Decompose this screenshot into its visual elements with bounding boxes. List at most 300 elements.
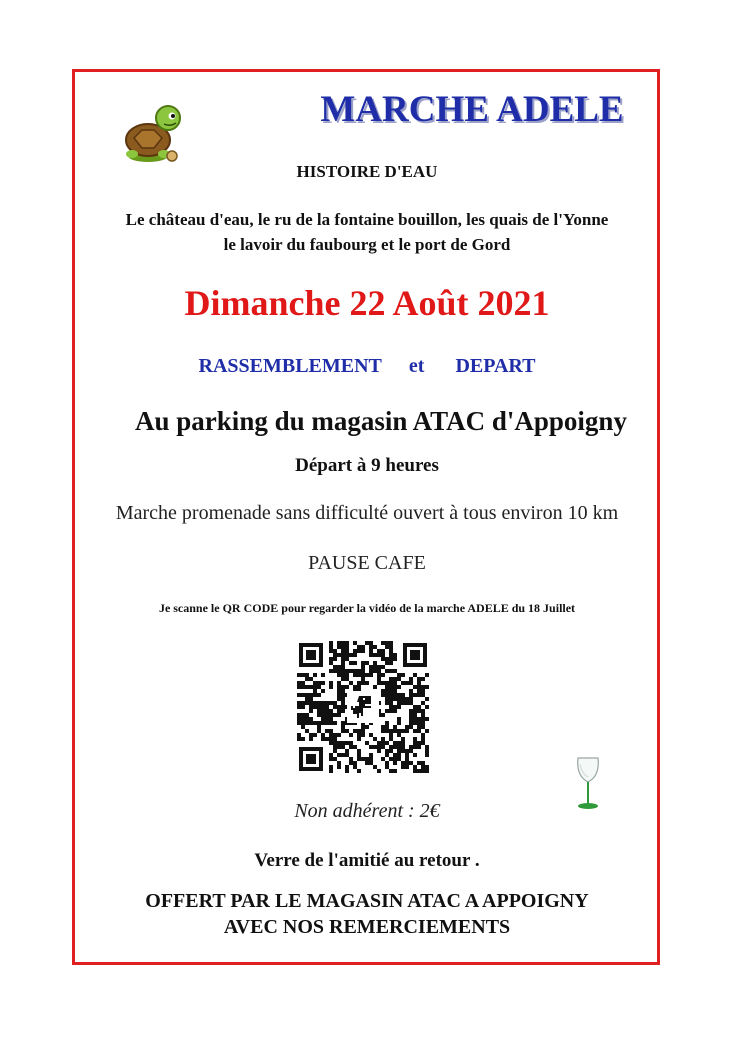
qr-module (385, 681, 389, 685)
qr-module (409, 721, 413, 725)
qr-module (329, 737, 333, 741)
qr-module (393, 725, 397, 729)
qr-module (405, 729, 409, 733)
description-line-1: Le château d'eau, le ru de la fontaine bouillon, les quais de l'Yonne (125, 210, 609, 229)
qr-module (413, 721, 417, 725)
qr-module (301, 693, 305, 697)
qr-module (405, 753, 409, 757)
qr-module (301, 717, 305, 721)
qr-module (377, 749, 381, 753)
qr-module (345, 649, 349, 653)
qr-module (393, 693, 397, 697)
qr-module (317, 725, 321, 729)
qr-module (321, 673, 325, 677)
qr-module (417, 769, 421, 773)
qr-module (325, 709, 329, 713)
qr-module (345, 653, 349, 657)
qr-module (385, 641, 389, 645)
qr-module (409, 725, 413, 729)
qr-module (365, 757, 369, 761)
qr-module (421, 737, 425, 741)
qr-module (405, 749, 409, 753)
qr-module (329, 729, 333, 733)
qr-module (345, 673, 349, 677)
qr-module (393, 653, 397, 657)
qr-module (309, 733, 313, 737)
qr-module (389, 733, 393, 737)
qr-module (341, 693, 345, 697)
qr-module (313, 689, 317, 693)
qr-module (337, 733, 341, 737)
qr-module (409, 709, 413, 713)
qr-module (389, 709, 393, 713)
qr-module (309, 737, 313, 741)
thanks-block (0, 888, 734, 940)
qr-module (413, 769, 417, 773)
qr-module (373, 765, 377, 769)
qr-module (417, 677, 421, 681)
qr-module (381, 681, 385, 685)
qr-module (421, 701, 425, 705)
qr-module (345, 753, 349, 757)
qr-module (357, 681, 361, 685)
qr-module (385, 645, 389, 649)
qr-module (325, 701, 329, 705)
rally-heading (0, 355, 734, 378)
qr-module (329, 753, 333, 757)
qr-module (369, 653, 373, 657)
qr-module (413, 741, 417, 745)
qr-module (377, 653, 381, 657)
qr-module (349, 741, 353, 745)
qr-module (341, 645, 345, 649)
qr-module (353, 745, 357, 749)
qr-module (381, 689, 385, 693)
qr-module (401, 737, 405, 741)
qr-module (377, 741, 381, 745)
qr-module (381, 729, 385, 733)
qr-module (341, 689, 345, 693)
qr-module (401, 693, 405, 697)
qr-module (329, 641, 333, 645)
qr-module (337, 753, 341, 757)
qr-module (413, 717, 417, 721)
qr-module (301, 685, 305, 689)
qr-module (325, 717, 329, 721)
qr-module (305, 673, 309, 677)
qr-module (397, 749, 401, 753)
qr-module (385, 721, 389, 725)
qr-module (333, 745, 337, 749)
qr-module (329, 721, 333, 725)
qr-module (409, 717, 413, 721)
qr-module (421, 717, 425, 721)
qr-module (329, 645, 333, 649)
qr-module (317, 721, 321, 725)
qr-module (373, 645, 377, 649)
qr-module (389, 669, 393, 673)
qr-module (393, 677, 397, 681)
qr-module (389, 645, 393, 649)
qr-module (389, 681, 393, 685)
qr-module (357, 649, 361, 653)
qr-module (369, 761, 373, 765)
event-date: Dimanche 22 Août 2021 (184, 283, 550, 323)
qr-module (321, 681, 325, 685)
qr-module (361, 681, 365, 685)
qr-module (409, 681, 413, 685)
qr-module (397, 673, 401, 677)
qr-module (313, 733, 317, 737)
qr-module (361, 729, 365, 733)
qr-module (389, 693, 393, 697)
qr-module (385, 669, 389, 673)
qr-module (369, 645, 373, 649)
qr-module (369, 733, 373, 737)
qr-module (381, 725, 385, 729)
qr-module (301, 725, 305, 729)
qr-module (337, 681, 341, 685)
qr-module (341, 697, 345, 701)
qr-module (381, 693, 385, 697)
qr-module (397, 757, 401, 761)
qr-module (345, 741, 349, 745)
qr-module (317, 701, 321, 705)
qr-module (365, 761, 369, 765)
qr-module (357, 685, 361, 689)
qr-module (369, 665, 373, 669)
qr-module (417, 689, 421, 693)
qr-module (329, 757, 333, 761)
qr-module (381, 657, 385, 661)
qr-module (305, 693, 309, 697)
qr-module (389, 745, 393, 749)
qr-module (397, 729, 401, 733)
qr-module (393, 745, 397, 749)
qr-module (417, 681, 421, 685)
qr-module (321, 709, 325, 713)
qr-module (329, 669, 333, 673)
qr-module (337, 713, 341, 717)
qr-module (373, 685, 377, 689)
qr-module (333, 669, 337, 673)
qr-module (413, 705, 417, 709)
qr-module (333, 657, 337, 661)
qr-module (329, 769, 333, 773)
thanks-line-1: OFFERT PAR LE MAGASIN ATAC A APPOIGNY (145, 890, 589, 912)
qr-module (381, 713, 385, 717)
qr-module (425, 717, 429, 721)
qr-module (413, 709, 417, 713)
qr-module (345, 641, 349, 645)
pause-label: PAUSE CAFE (308, 552, 426, 574)
qr-module (297, 701, 301, 705)
qr-module (333, 713, 337, 717)
qr-module (421, 677, 425, 681)
qr-module (321, 705, 325, 709)
qr-module (365, 741, 369, 745)
qr-module (389, 689, 393, 693)
qr-module (297, 681, 301, 685)
rally-word-1: RASSEMBLEMENT (198, 355, 382, 377)
qr-module (341, 725, 345, 729)
qr-module (373, 745, 377, 749)
qr-module (313, 721, 317, 725)
qr-module (301, 673, 305, 677)
qr-module (397, 685, 401, 689)
qr-module (317, 713, 321, 717)
qr-module (341, 685, 345, 689)
qr-module (361, 757, 365, 761)
qr-module (393, 741, 397, 745)
qr-module (353, 729, 357, 733)
qr-module (409, 689, 413, 693)
qr-module (309, 717, 313, 721)
qr-module (361, 677, 365, 681)
qr-module (353, 673, 357, 677)
qr-module (417, 693, 421, 697)
qr-module (297, 721, 301, 725)
qr-module (337, 705, 341, 709)
qr-module (421, 693, 425, 697)
qr-module (401, 761, 405, 765)
qr-module (329, 657, 333, 661)
qr-module (401, 765, 405, 769)
walk-info: Marche promenade sans difficulté ouvert à tous environ 10 km (115, 502, 619, 524)
qr-module (393, 761, 397, 765)
qr-module (321, 689, 325, 693)
qr-module (393, 689, 397, 693)
qr-module (361, 661, 365, 665)
qr-module (349, 761, 353, 765)
qr-module (397, 717, 401, 721)
qr-module (321, 737, 325, 741)
qr-module (313, 701, 317, 705)
qr-module (341, 669, 345, 673)
qr-module (333, 653, 337, 657)
qr-module (301, 705, 305, 709)
qr-module (425, 769, 429, 773)
qr-module (333, 737, 337, 741)
qr-module (413, 685, 417, 689)
qr-module (381, 649, 385, 653)
qr-module (333, 757, 337, 761)
qr-module (389, 749, 393, 753)
qr-module (385, 729, 389, 733)
qr-module (361, 733, 365, 737)
qr-module (409, 701, 413, 705)
qr-module (309, 705, 313, 709)
qr-module (425, 753, 429, 757)
qr-module (385, 725, 389, 729)
qr-module (317, 693, 321, 697)
qr-module (389, 661, 393, 665)
qr-module (425, 765, 429, 769)
qr-module (421, 761, 425, 765)
qr-module (349, 745, 353, 749)
qr-module (345, 669, 349, 673)
qr-module (297, 713, 301, 717)
qr-module (425, 729, 429, 733)
qr-module (377, 649, 381, 653)
qr-module (413, 693, 417, 697)
qr-module (421, 765, 425, 769)
qr-module (409, 677, 413, 681)
qr-module (349, 733, 353, 737)
qr-module (329, 685, 333, 689)
qr-module (337, 673, 341, 677)
fee-text: Non adhérent : 2€ (294, 800, 440, 822)
qr-module (373, 665, 377, 669)
qr-module (357, 769, 361, 773)
qr-module (329, 717, 333, 721)
qr-module (373, 669, 377, 673)
qr-module (337, 693, 341, 697)
qr-module (425, 705, 429, 709)
qr-module (397, 753, 401, 757)
qr-module (345, 657, 349, 661)
departure-time: Départ à 9 heures (295, 455, 439, 476)
qr-module (325, 705, 329, 709)
qr-module (329, 713, 333, 717)
qr-module (329, 681, 333, 685)
qr-module (301, 721, 305, 725)
qr-module (393, 669, 397, 673)
qr-module (333, 649, 337, 653)
qr-module (389, 757, 393, 761)
qr-module (345, 749, 349, 753)
qr-module (413, 729, 417, 733)
qr-module (317, 729, 321, 733)
qr-module (301, 713, 305, 717)
qr-module (405, 697, 409, 701)
qr-finder-top-left (299, 643, 323, 667)
qr-module (421, 721, 425, 725)
qr-module (417, 725, 421, 729)
qr-module (297, 673, 301, 677)
qr-module (381, 641, 385, 645)
qr-module (333, 741, 337, 745)
qr-module (413, 673, 417, 677)
qr-module (341, 721, 345, 725)
qr-module (401, 729, 405, 733)
qr-module (361, 645, 365, 649)
qr-module (397, 745, 401, 749)
qr-module (405, 765, 409, 769)
qr-module (365, 661, 369, 665)
qr-module (309, 709, 313, 713)
qr-module (357, 733, 361, 737)
qr-module (389, 737, 393, 741)
qr-module (369, 641, 373, 645)
qr-module (337, 741, 341, 745)
qr-module (297, 733, 301, 737)
qr-module (385, 661, 389, 665)
qr-module (393, 729, 397, 733)
qr-module (325, 713, 329, 717)
qr-module (405, 725, 409, 729)
qr-module (377, 665, 381, 669)
qr-code[interactable] (297, 641, 429, 773)
qr-module (313, 693, 317, 697)
rally-word-2: et (408, 355, 425, 377)
qr-module (353, 761, 357, 765)
qr-module (417, 741, 421, 745)
qr-module (373, 737, 377, 741)
qr-module (421, 769, 425, 773)
qr-module (329, 709, 333, 713)
qr-module (409, 713, 413, 717)
qr-module (401, 697, 405, 701)
qr-module (313, 705, 317, 709)
qr-module (313, 685, 317, 689)
qr-module (345, 645, 349, 649)
qr-module (349, 653, 353, 657)
qr-module (353, 661, 357, 665)
qr-module (357, 729, 361, 733)
qr-module (341, 745, 345, 749)
qr-module (301, 681, 305, 685)
qr-module (409, 749, 413, 753)
qr-module (393, 681, 397, 685)
qr-module (393, 685, 397, 689)
qr-module (397, 721, 401, 725)
qr-module (409, 697, 413, 701)
qr-module (301, 701, 305, 705)
qr-module (417, 729, 421, 733)
qr-module (421, 741, 425, 745)
qr-module (401, 749, 405, 753)
qr-module (361, 649, 365, 653)
qr-module (401, 745, 405, 749)
qr-module (337, 709, 341, 713)
qr-module (421, 733, 425, 737)
qr-module (365, 641, 369, 645)
qr-module (393, 753, 397, 757)
qr-module (381, 665, 385, 669)
qr-module (341, 665, 345, 669)
qr-module (417, 685, 421, 689)
qr-module (369, 753, 373, 757)
qr-module (353, 653, 357, 657)
qr-module (329, 701, 333, 705)
qr-module (393, 769, 397, 773)
qr-module (337, 665, 341, 669)
qr-module (305, 713, 309, 717)
qr-module (337, 641, 341, 645)
qr-module (385, 657, 389, 661)
qr-module (417, 721, 421, 725)
qr-module (329, 741, 333, 745)
qr-module (365, 673, 369, 677)
qr-module (397, 677, 401, 681)
qr-module (377, 745, 381, 749)
qr-module (349, 669, 353, 673)
qr-module (341, 641, 345, 645)
qr-module (321, 721, 325, 725)
description-line-2: le lavoir du faubourg et le port de Gord (223, 235, 511, 254)
qr-module (357, 645, 361, 649)
qr-module (365, 681, 369, 685)
qr-module (413, 765, 417, 769)
qr-module (341, 705, 345, 709)
qr-module (317, 709, 321, 713)
qr-module (333, 733, 337, 737)
qr-module (357, 669, 361, 673)
qr-module (425, 673, 429, 677)
qr-module (425, 745, 429, 749)
qr-module (389, 685, 393, 689)
